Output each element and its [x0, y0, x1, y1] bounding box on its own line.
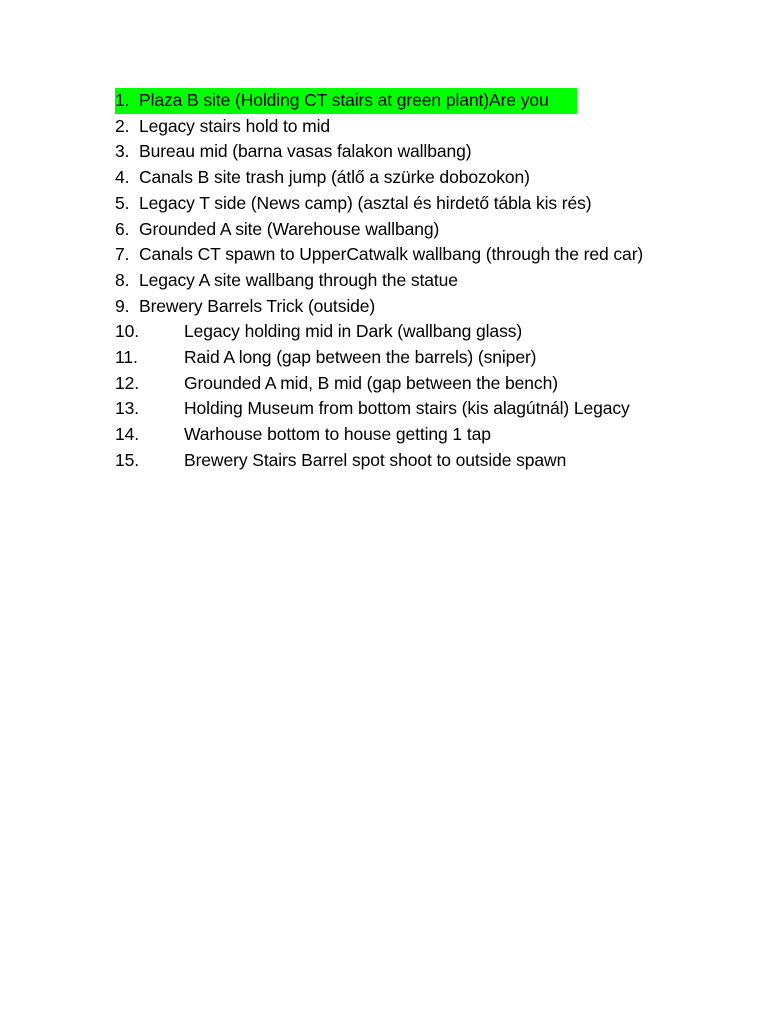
list-item-text: Legacy stairs hold to mid	[139, 115, 331, 136]
list-item-text: Bureau mid (barna vasas falakon wallbang)	[139, 141, 472, 162]
list-item	[115, 319, 715, 345]
list-item	[115, 191, 715, 217]
list-item-text: Legacy A site wallbang through the statue	[139, 269, 458, 290]
list-item-number: 11.	[115, 347, 138, 368]
list-item-text: Legacy holding mid in Dark (wallbang glass)	[184, 321, 523, 342]
list-item-number: 9.	[115, 295, 130, 316]
list-item-number: 2.	[115, 115, 130, 136]
list-item	[115, 268, 715, 294]
list-item	[115, 448, 715, 474]
list-item-text: Warhouse bottom to house getting 1 tap	[184, 424, 491, 445]
list-item	[115, 422, 715, 448]
list-item-text: Holding Museum from bottom stairs (kis alagútnál) Legacy	[184, 398, 630, 419]
list-item	[115, 88, 577, 114]
list-item	[115, 371, 715, 397]
list-item-number: 15.	[115, 449, 140, 470]
list-item-number: 8.	[115, 269, 130, 290]
list-item-number: 7.	[115, 244, 130, 265]
list-item-number: 5.	[115, 192, 130, 213]
list-item	[115, 114, 715, 140]
list-item	[115, 345, 715, 371]
list-item-number: 6.	[115, 218, 130, 239]
list-item-number: 13.	[115, 398, 140, 419]
list-item-number: 3.	[115, 141, 130, 162]
list-item-number: 10.	[115, 321, 140, 342]
list-item-text: Grounded A mid, B mid (gap between the bench)	[184, 372, 558, 393]
list-item-text: Canals B site trash jump (átlő a szürke dobozokon)	[139, 167, 530, 188]
list-item-text: Brewery Barrels Trick (outside)	[139, 295, 376, 316]
list-item	[115, 139, 715, 165]
list-item	[115, 165, 715, 191]
list-item-number: 1.	[115, 90, 130, 110]
list-item	[115, 294, 715, 320]
list-item-text: Raid A long (gap between the barrels) (sniper)	[184, 347, 537, 368]
numbered-list	[115, 88, 715, 474]
list-item	[115, 217, 715, 243]
list-item-text: Legacy T side (News camp) (asztal és hirdető tábla kis rés)	[139, 192, 592, 213]
list-item	[115, 396, 715, 422]
list-item-number: 14.	[115, 424, 140, 445]
list-item-text: Canals CT spawn to UpperCatwalk wallbang (through the red car)	[139, 244, 644, 265]
list-item-text: Plaza B site (Holding CT stairs at green plant)Are you	[139, 90, 549, 110]
list-item-number: 4.	[115, 167, 130, 188]
list-item	[115, 242, 715, 268]
list-item-text: Grounded A site (Warehouse wallbang)	[139, 218, 440, 239]
list-item-text: Brewery Stairs Barrel spot shoot to outside spawn	[184, 449, 567, 470]
list-item-number: 12.	[115, 372, 140, 393]
